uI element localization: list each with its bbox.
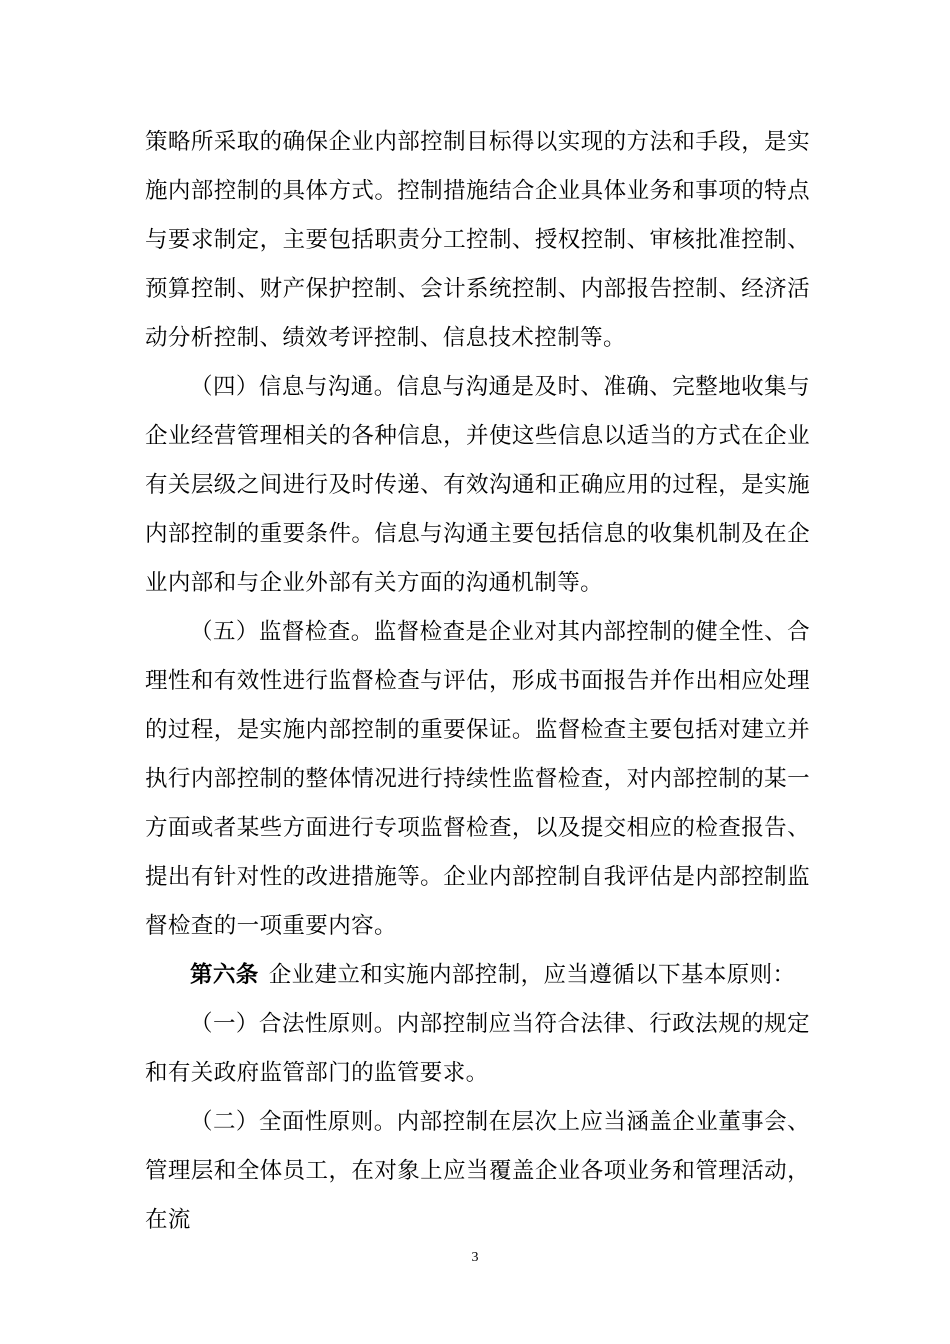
paragraph-control-measures-continued: 策略所采取的确保企业内部控制目标得以实现的方法和手段，是实施内部控制的具体方式。控制措施结合企业具体业务和事项的特点与要求制定，主要包括职责分工控制、授权控制、审核批准控制、预算控制、财产保护控制、会计系统控制、内部报告控制、经济活动分析控制、绩效考评控制、信息技术控制等。 <box>145 129 810 351</box>
paragraph-information-communication: （四）信息与沟通。信息与沟通是及时、准确、完整地收集与企业经营管理相关的各种信息，并使这些信息以适当的方式在企业有关层级之间进行及时传递、有效沟通和正确应用的过程，是实施内部控制的重要条件。信息与沟通主要包括信息的收集机制及在企业内部和与企业外部有关方面的沟通机制等。 <box>145 374 810 596</box>
article-six-text: 企业建立和实施内部控制，应当遵循以下基本原则： <box>268 962 796 988</box>
paragraph-comprehensiveness-principle: （二）全面性原则。内部控制在层次上应当涵盖企业董事会、管理层和全体员工，在对象上应当覆盖企业各项业务和管理活动，在流 <box>145 1109 810 1233</box>
paragraph-article-six <box>145 951 810 1000</box>
paragraph-supervision-inspection: （五）监督检查。监督检查是企业对其内部控制的健全性、合理性和有效性进行监督检查与评估，形成书面报告并作出相应处理的过程，是实施内部控制的重要保证。监督检查主要包括对建立并执行内部控制的整体情况进行持续性监督检查，对内部控制的某一方面或者某些方面进行专项监督检查，以及提交相应的检查报告、提出有针对性的改进措施等。企业内部控制自我评估是内部控制监督检查的一项重要内容。 <box>145 619 810 939</box>
page-number: 3 <box>471 1250 479 1265</box>
body-text <box>145 118 810 1245</box>
paragraph-legality-principle: （一）合法性原则。内部控制应当符合法律、行政法规的规定和有关政府监管部门的监管要求。 <box>145 1011 810 1086</box>
article-number: 第六条 <box>190 962 259 988</box>
